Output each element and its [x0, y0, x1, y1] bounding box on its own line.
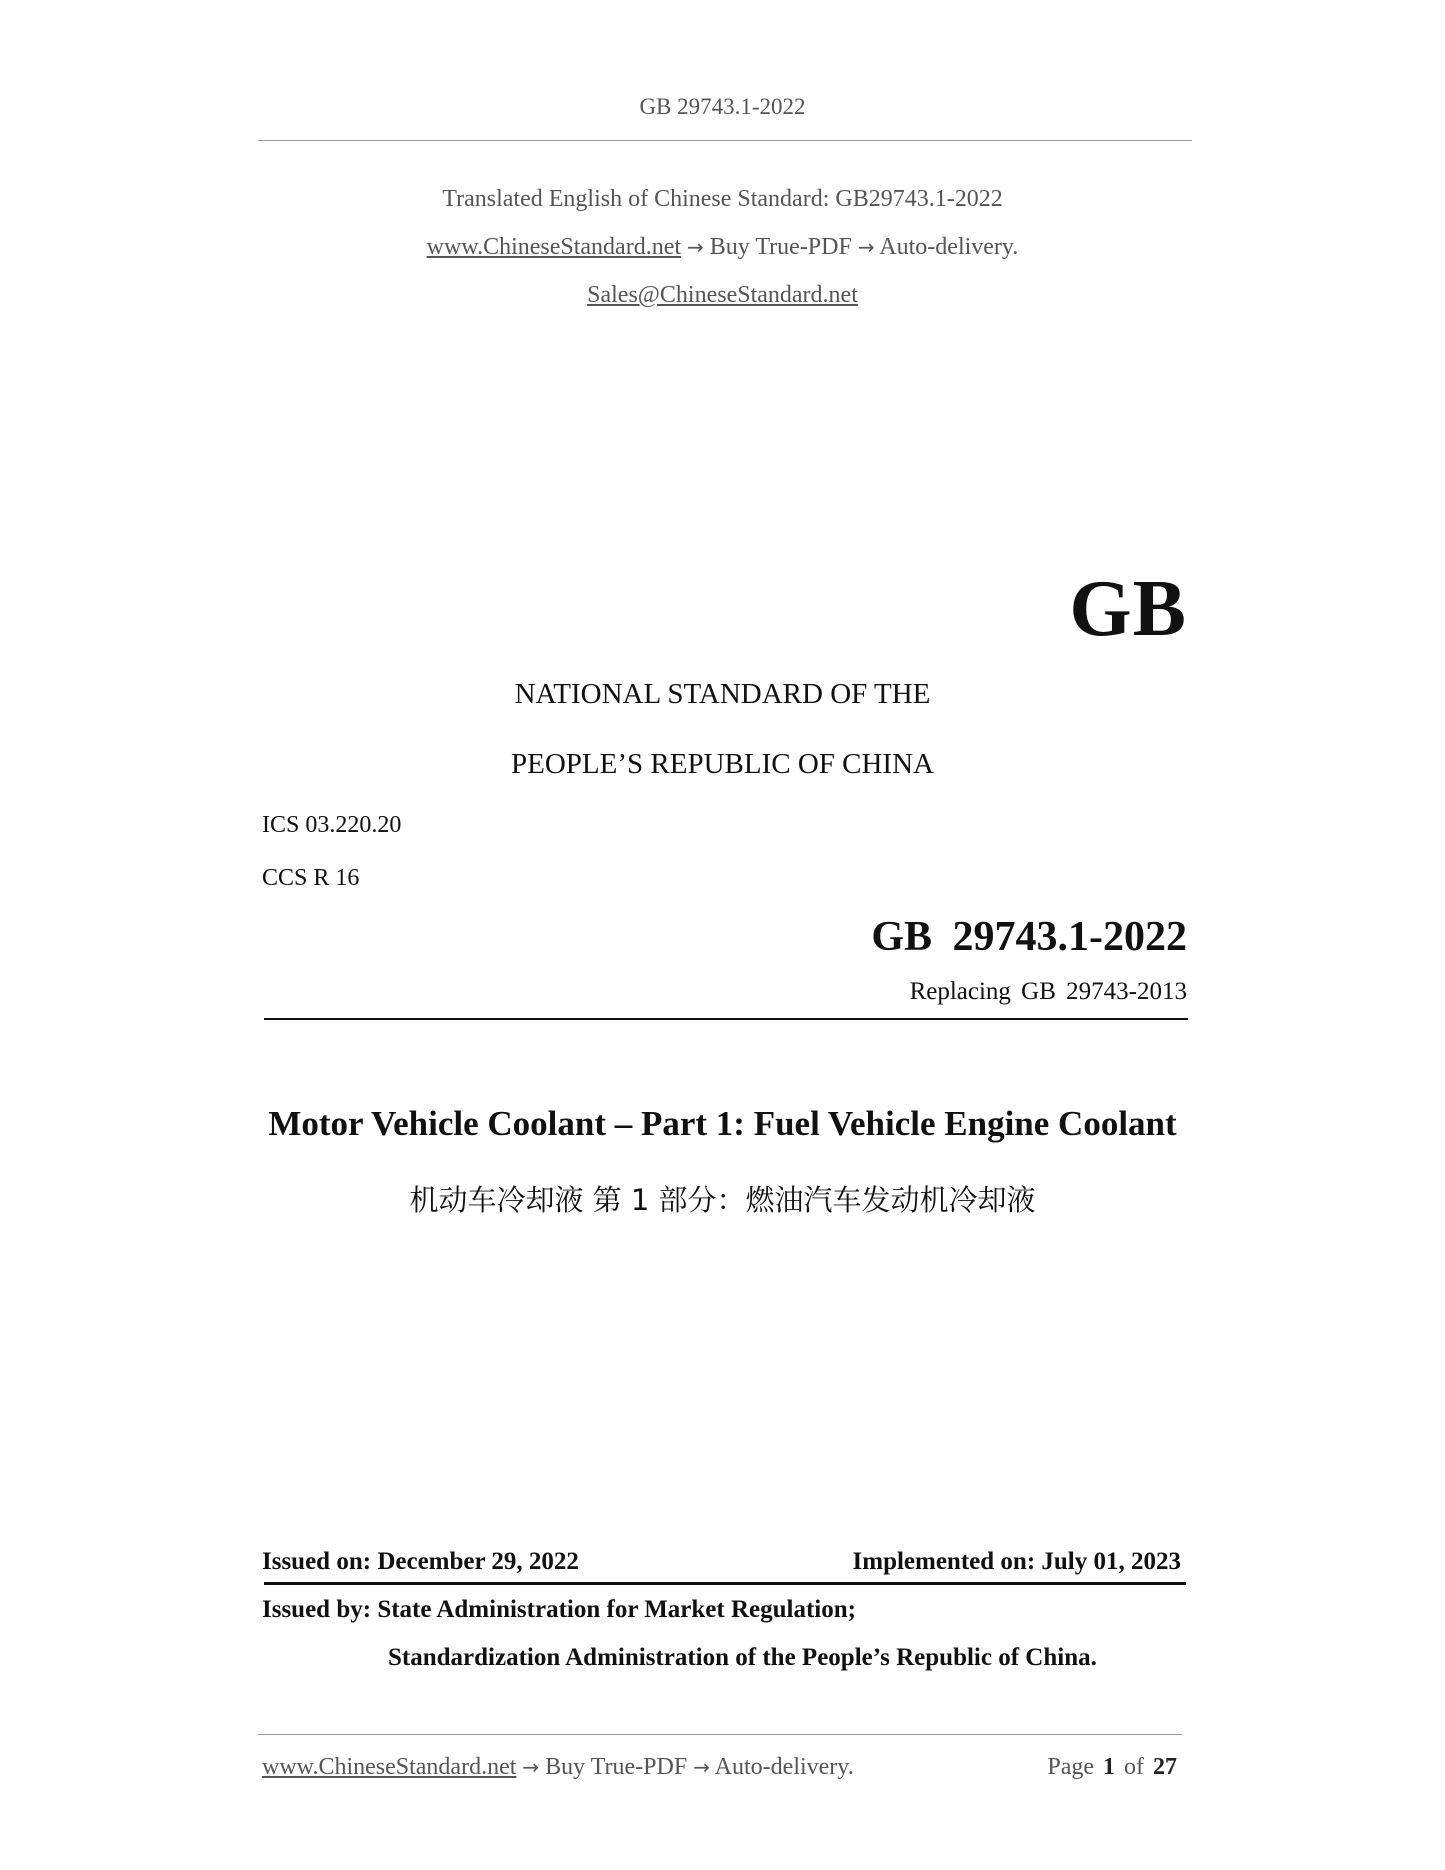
- issued-by-second: Standardization Administration of the People’s Republic of China.: [388, 1644, 1097, 1671]
- title-english: Motor Vehicle Coolant – Part 1: Fuel Vehicle Engine Coolant: [268, 1104, 1177, 1143]
- footer-auto-delivery-text: Auto-delivery.: [714, 1754, 854, 1780]
- ccs-code: CCS R 16: [262, 865, 360, 891]
- footer-buy-text: Buy True-PDF: [545, 1754, 688, 1780]
- issued-by: Issued by: State Administration for Market Regulation;: [262, 1596, 856, 1623]
- footer-divider: [258, 1734, 1182, 1735]
- implemented-on: Implemented on: July 01, 2023: [852, 1548, 1181, 1575]
- issued-divider: [264, 1582, 1186, 1585]
- main-divider: [264, 1018, 1188, 1020]
- header-code: GB 29743.1-2022: [639, 94, 806, 119]
- footer-links: [262, 1754, 854, 1781]
- site-link[interactable]: www.ChineseStandard.net: [426, 234, 682, 260]
- sales-line: [0, 282, 1445, 309]
- auto-delivery-text: Auto-delivery.: [879, 234, 1019, 260]
- translated-notice: Translated English of Chinese Standard: GB29743.1-2022: [442, 186, 1003, 212]
- buy-text: Buy True-PDF: [709, 234, 852, 260]
- header-divider: [258, 140, 1192, 141]
- page-number: 1: [1103, 1754, 1115, 1780]
- arrow-right-icon: →: [687, 235, 704, 259]
- sales-email-link[interactable]: Sales@ChineseStandard.net: [587, 282, 858, 308]
- page-label: Page: [1047, 1754, 1094, 1780]
- ics-code: ICS 03.220.20: [262, 812, 402, 838]
- footer-site-link[interactable]: www.ChineseStandard.net: [262, 1754, 517, 1780]
- page-total: 27: [1153, 1754, 1177, 1780]
- arrow-right-icon: →: [857, 235, 875, 259]
- national-standard-line-1: NATIONAL STANDARD OF THE: [514, 678, 931, 710]
- page-indicator: [1047, 1754, 1177, 1781]
- standard-number: GB 29743.1-2022: [871, 914, 1187, 960]
- issued-on: Issued on: December 29, 2022: [262, 1548, 579, 1575]
- buy-line: [0, 234, 1445, 261]
- title-chinese: 机动车冷却液 第 1 部分：燃油汽车发动机冷却液: [409, 1183, 1036, 1217]
- arrow-right-icon: →: [693, 1755, 710, 1779]
- of-label: of: [1124, 1754, 1144, 1780]
- replacing-note: Replacing GB 29743-2013: [909, 978, 1187, 1005]
- arrow-right-icon: →: [522, 1755, 540, 1779]
- national-standard-line-2: PEOPLE’S REPUBLIC OF CHINA: [511, 748, 934, 780]
- gb-logo: GB: [1069, 565, 1187, 653]
